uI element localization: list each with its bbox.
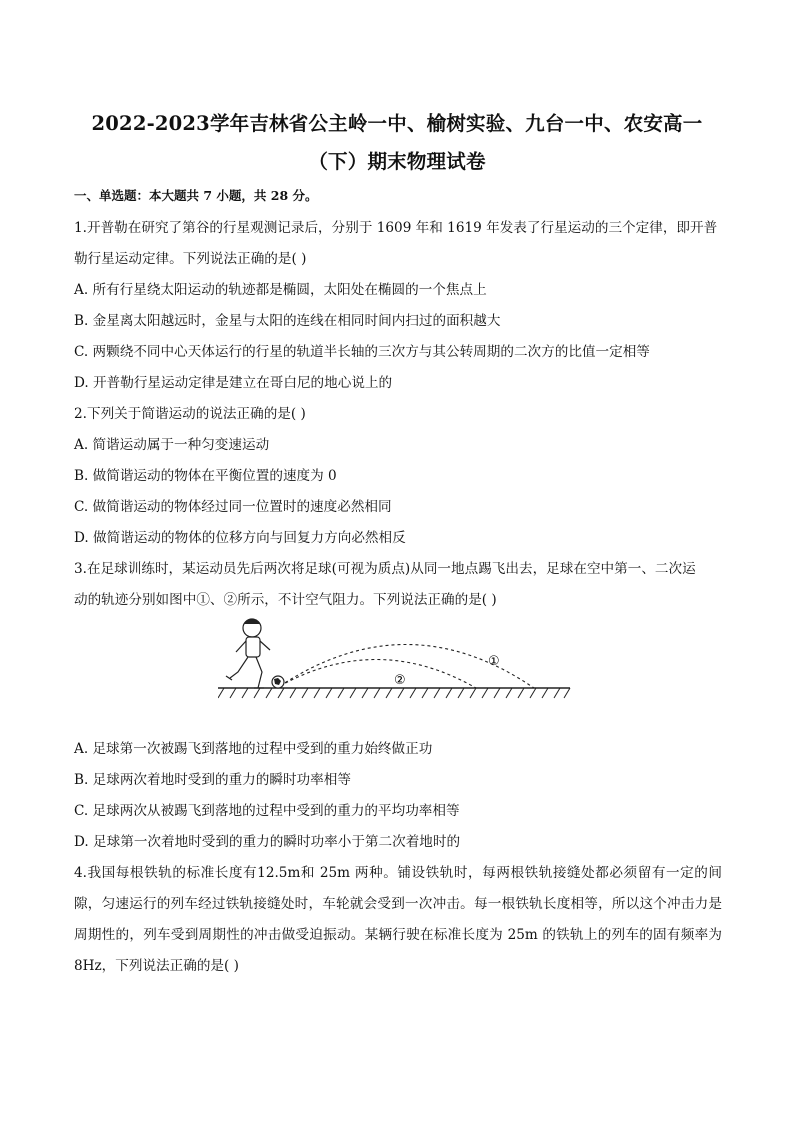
ground-hatching: [218, 688, 570, 698]
q1-stem-line-1: 1.开普勒在研究了第谷的行星观测记录后，分别于 1609 年和 1619 年发表了行星运动的三个定律，即开普: [74, 220, 718, 236]
q1-option-b: B. 金星离太阳越远时，金星与太阳的连线在相同时间内扫过的面积越大: [74, 313, 501, 329]
q2-option-c: C. 做简谐运动的物体经过同一位置时的速度必然相同: [74, 499, 392, 515]
q4-stem: 4.我国每根铁轨的标准长度有12.5m和 25m 两种。铺设铁轨时，每两根铁轨接缝处都必须留有一定的间隙，匀速运行的列车经过铁轨接缝处时，车轮就会受到一次冲击。每一根铁轨长度相等，所以这个冲击力是周期性的，列车受到周期性的冲击做受迫振动。某辆行驶在标准长度为 25m 的铁轨上的列车的固有频率为 8Hz，下列说法正确的是( ): [74, 865, 722, 974]
q3-option-a: A. 足球第一次被踢飞到落地的过程中受到的重力始终做正功: [74, 741, 433, 757]
q1-option-a: A. 所有行星绕太阳运动的轨迹都是椭圆，太阳处在椭圆的一个焦点上: [74, 282, 487, 298]
exam-title-line-1: 2022-2023学年吉林省公主岭一中、榆树实验、九台一中、农安高一: [91, 112, 703, 135]
q2-option-a: A. 简谐运动属于一种匀变速运动: [74, 437, 270, 453]
exam-title-line-2: （下）期末物理试卷: [308, 150, 486, 173]
q3-option-b: B. 足球两次着地时受到的重力的瞬时功率相等: [74, 772, 351, 788]
trajectory-2: [280, 659, 476, 688]
q3-stem-line-1: 3.在足球训练时，某运动员先后两次将足球(可视为质点)从同一地点踢飞出去，足球在空中第一、二次运: [74, 561, 696, 577]
section-header-single-choice: 一、单选题：本大题共 7 小题，共 28 分。: [74, 188, 318, 203]
q1-option-c: C. 两颗绕不同中心天体运行的行星的轨道半长轴的三次方与其公转周期的二次方的比值一定相等: [74, 344, 650, 360]
football-ball: [272, 676, 284, 688]
q1-option-d: D. 开普勒行星运动定律是建立在哥白尼的地心说上的: [74, 375, 393, 391]
q3-option-d: D. 足球第一次着地时受到的重力的瞬时功率小于第二次着地时的: [74, 834, 461, 850]
q1-stem-line-2: 勒行星运动定律。下列说法正确的是( ): [74, 251, 307, 267]
q2-option-d: D. 做简谐运动的物体的位移方向与回复力方向必然相反: [74, 530, 406, 546]
trajectory-2-label: ②: [394, 673, 406, 688]
q3-option-c: C. 足球两次从被踢飞到落地的过程中受到的重力的平均功率相等: [74, 803, 460, 819]
q2-stem: 2.下列关于简谐运动的说法正确的是( ): [74, 406, 306, 422]
football-player-drawing: [226, 619, 270, 688]
football-trajectory-figure: [218, 612, 574, 706]
trajectory-1-label: ①: [488, 654, 500, 669]
q2-option-b: B. 做简谐运动的物体在平衡位置的速度为 0: [74, 468, 337, 484]
q3-stem-line-2: 动的轨迹分别如图中①、②所示，不计空气阻力。下列说法正确的是( ): [74, 592, 497, 608]
